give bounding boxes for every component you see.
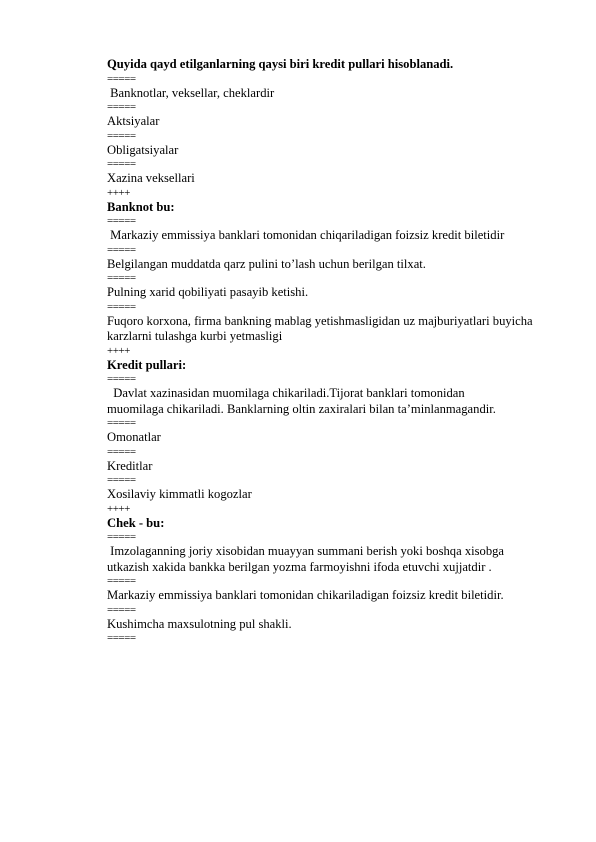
answer-separator: =====: [107, 632, 136, 644]
answer-separator: =====: [107, 129, 136, 142]
answer-separator: =====: [107, 243, 136, 256]
question-4: Chek - bu:: [107, 515, 165, 530]
answer-1-3: Obligatsiyalar: [107, 142, 179, 157]
answer-separator: =====: [107, 445, 136, 458]
answer-separator: =====: [107, 373, 136, 385]
answer-2-2: Belgilangan muddatda qarz pulini to’lash uchun berilgan tilxat.: [107, 256, 426, 271]
answer-2-1: Markaziy emmissiya banklari tomonidan chiqariladigan foizsiz kredit biletidir: [107, 228, 505, 242]
answer-1-1: Banknotlar, veksellar, cheklardir: [107, 85, 275, 100]
question-2: Banknot bu:: [107, 199, 175, 214]
answer-2-3: Pulning xarid qobiliyati pasayib ketishi.: [107, 285, 309, 299]
question-3: Kredit pullari:: [107, 357, 187, 372]
answer-1-4: Xazina veksellari: [107, 171, 195, 185]
answer-separator: =====: [107, 272, 136, 284]
answer-4-1: Imzolaganning joriy xisobidan muayyan summani berish yoki boshqa xisobga utkazish xakida bankka berilgan yozma farmoyishni ifoda etuvchi xujjatdir .: [107, 544, 508, 574]
answer-separator: =====: [107, 603, 136, 616]
answer-3-4: Xosilaviy kimmatli kogozlar: [107, 487, 252, 501]
answer-4-3: Kushimcha maxsulotning pul shakli.: [107, 616, 292, 631]
answer-3-1: Davlat xazinasidan muomilaga chikariladi.Tijorat banklari tomonidan muomilaga chikariladi. Banklarning oltin zaxiralari bilan ta’minlanmagandir.: [107, 386, 496, 416]
answer-separator: =====: [107, 72, 136, 85]
answer-3-3: Kreditlar: [107, 458, 153, 473]
answer-separator: =====: [107, 101, 136, 113]
question-1: Quyida qayd etilganlarning qaysi biri kredit pullari hisoblanadi.: [107, 57, 454, 71]
answer-3-2: Omonatlar: [107, 430, 161, 444]
question-separator: ++++: [107, 186, 130, 199]
question-separator: ++++: [107, 344, 130, 357]
answer-4-2: Markaziy emmissiya banklari tomonidan chikariladigan foizsiz kredit biletidir.: [107, 588, 504, 602]
answer-separator: =====: [107, 417, 136, 429]
answer-separator: =====: [107, 158, 136, 170]
answer-separator: =====: [107, 531, 136, 543]
answer-1-2: Aktsiyalar: [107, 114, 160, 128]
answer-separator: =====: [107, 474, 136, 486]
answer-separator: =====: [107, 300, 136, 313]
answer-separator: =====: [107, 215, 136, 227]
document-page: [107, 57, 536, 645]
answer-2-4: Fuqoro korxona, firma bankning mablag yetishmasligidan uz majburiyatlari buyicha karzlarni tulashga kurbi yetmasligi: [107, 313, 536, 343]
answer-separator: =====: [107, 575, 136, 587]
question-separator: ++++: [107, 502, 130, 515]
